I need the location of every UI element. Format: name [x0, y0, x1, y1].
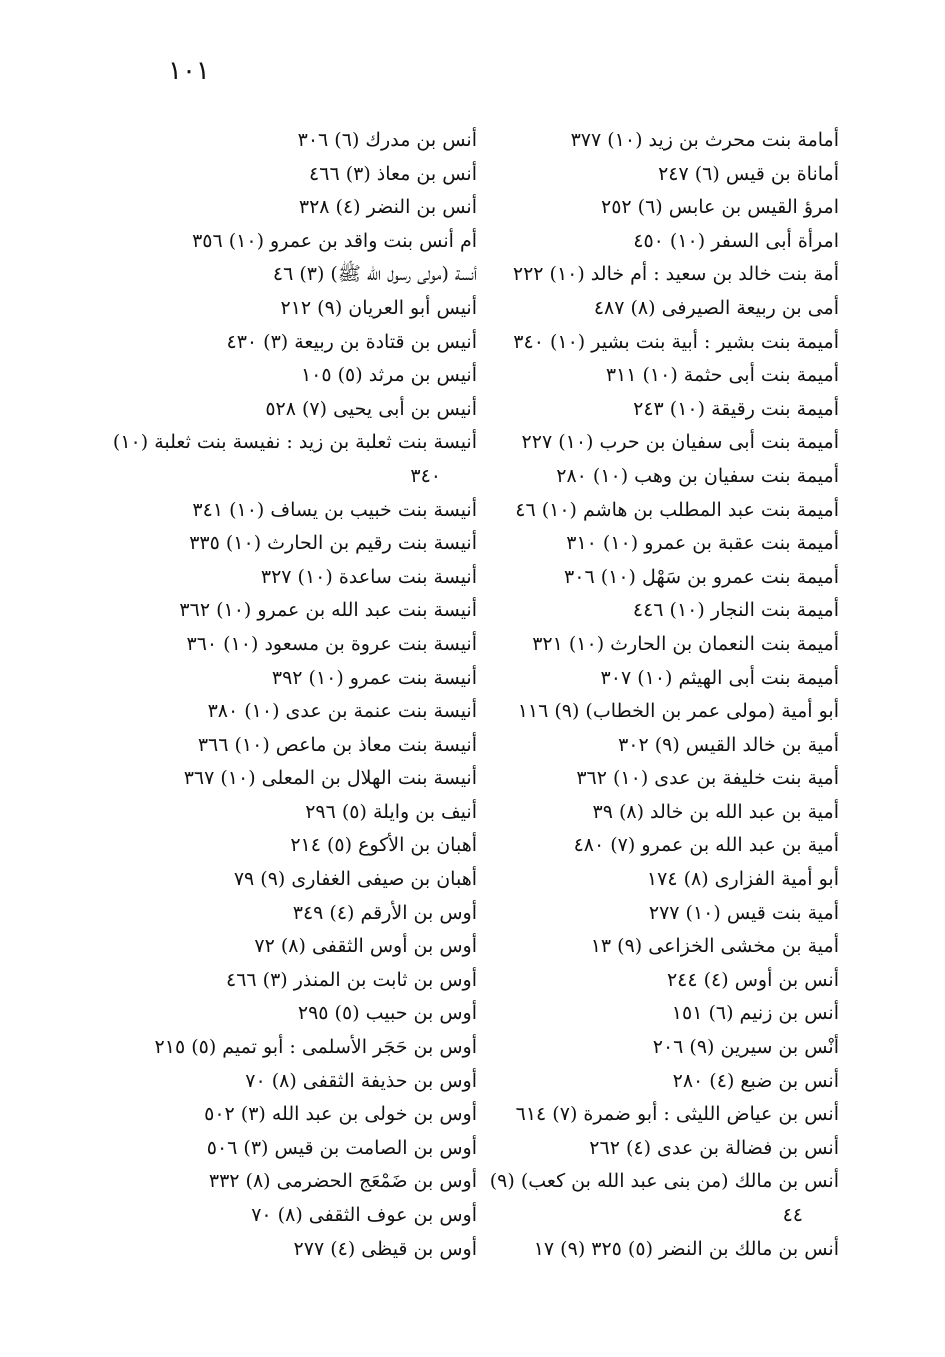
index-entry: أنس بن النضر (٤) ٣٢٨ — [298, 196, 477, 219]
index-entry: أميمة بنت أبى سفيان بن حرب (١٠) ٢٢٧ — [521, 431, 839, 454]
index-entry: أوس بن حَجَر الأسلمى : أبو تميم (٥) ٢١٥ — [154, 1036, 477, 1059]
index-entry: أوس بن حذيفة الثقفى (٨) ٧٠ — [245, 1069, 477, 1092]
index-entry: أهبان بن الأكوع (٥) ٢١٤ — [290, 834, 477, 857]
index-entry: أميمة بنت عبد المطلب بن هاشم (١٠) ٤٦ — [515, 498, 839, 521]
index-entry: أم أنس بنت واقد بن عمرو (١٠) ٣٥٦ — [192, 229, 477, 252]
index-entry: أنسة (مولى رسول الله ﷺ) (٣) ٤٦ — [272, 263, 477, 286]
index-entry: أوس بن الأرقم (٤) ٣٤٩ — [292, 901, 477, 924]
index-entry: أنيس بن مرثد (٥) ١٠٥ — [300, 364, 477, 387]
index-entry: أنيسة بنت عنمة بن عدى (١٠) ٣٨٠ — [207, 700, 477, 723]
index-entry: أنس بن عياض الليثى : أبو ضمرة (٧) ٦١٤ — [515, 1103, 839, 1126]
index-entry-continuation: ٣٤٠ — [410, 464, 441, 487]
index-entry: أنيسة بنت ساعدة (١٠) ٣٢٧ — [260, 565, 477, 588]
index-entry: أوس بن ضَمْعَج الحضرمى (٨) ٣٣٢ — [208, 1170, 477, 1193]
page-number: ١٠١ — [168, 56, 210, 86]
index-entry: أنس بن مدرك (٦) ٣٠٦ — [297, 129, 477, 151]
index-entry: أميمة بنت بشير : أبية بنت بشير (١٠) ٣٤٠ — [513, 330, 839, 353]
index-entry: أنس بن ضبع (٤) ٢٨٠ — [672, 1069, 839, 1092]
index-entry: أمامة بنت محرث بن زيد (١٠) ٣٧٧ — [570, 129, 839, 151]
index-entry: أمية بن عبد الله بن خالد (٨) ٣٩ — [592, 800, 839, 823]
index-entry: أميمة بنت النعمان بن الحارث (١٠) ٣٢١ — [532, 632, 839, 655]
index-entry: أنيسة بنت عروة بن مسعود (١٠) ٣٦٠ — [186, 632, 477, 655]
index-entry: أمى بن ربيعة الصيرفى (٨) ٤٨٧ — [593, 296, 839, 319]
index-column-left — [112, 124, 477, 1266]
index-entry-continuation: ٤٤ — [782, 1204, 803, 1226]
index-entry: أميمة بنت أبى حثمة (١٠) ٣١١ — [605, 364, 839, 387]
index-entry: أنيف بن وايلة (٥) ٢٩٦ — [305, 800, 477, 823]
index-entry: أنيس بن قتادة بن ربيعة (٣) ٤٣٠ — [226, 330, 477, 353]
index-column-right — [414, 124, 839, 1266]
index-entry: أنيسة بنت الهلال بن المعلى (١٠) ٣٦٧ — [183, 767, 477, 790]
index-entry: أنيسة بنت معاذ بن ماعص (١٠) ٣٦٦ — [197, 733, 477, 756]
index-entry: أميمة بنت النجار (١٠) ٤٤٦ — [632, 599, 839, 622]
index-entry: امرؤ القيس بن عابس (٦) ٢٥٢ — [600, 196, 839, 219]
index-entry: أميمة بنت عمرو بن سَهْل (١٠) ٣٠٦ — [564, 565, 839, 588]
index-entry: أوس بن خولى بن عبد الله (٣) ٥٠٢ — [204, 1103, 477, 1126]
index-entry: أنيسة بنت ثعلبة بن زيد : نفيسة بنت ثعلبة (١٠) — [112, 431, 477, 454]
index-entry: أمية بن مخشى الخزاعى (٩) ١٣ — [590, 935, 839, 958]
index-entry: أنس بن معاذ (٣) ٤٦٦ — [309, 162, 477, 185]
index-entry: أنيسة بنت خبيب بن يساف (١٠) ٣٤١ — [192, 498, 477, 521]
index-entry: أميمة بنت رقيقة (١٠) ٢٤٣ — [633, 397, 839, 420]
index-entry: أنيسة بنت رقيم بن الحارث (١٠) ٣٣٥ — [189, 532, 477, 555]
index-entry: أوس بن حبيب (٥) ٢٩٥ — [297, 1002, 477, 1025]
index-entry: امرأة أبى السفر (١٠) ٤٥٠ — [633, 229, 839, 252]
index-entry: أنيس بن أبى يحيى (٧) ٥٢٨ — [265, 397, 477, 420]
index-entry: أنيسة بنت عمرو (١٠) ٣٩٢ — [271, 666, 477, 689]
index-entry: أمة بنت خالد بن سعيد : أم خالد (١٠) ٢٢٢ — [512, 263, 839, 286]
index-entry: أمية بنت قيس (١٠) ٢٧٧ — [648, 901, 839, 924]
index-entry: أهبان بن صيفى الغفارى (٩) ٧٩ — [233, 868, 477, 891]
index-entry: أميمة بنت عقبة بن عمرو (١٠) ٣١٠ — [566, 532, 839, 555]
index-entry: أميمة بنت سفيان بن وهب (١٠) ٢٨٠ — [556, 464, 839, 487]
index-entry: أنْس بن سيرين (٩) ٢٠٦ — [652, 1036, 839, 1059]
index-entry: أبو أمية (مولى عمر بن الخطاب) (٩) ١١٦ — [517, 700, 839, 723]
index-entry: أنيسة بنت عبد الله بن عمرو (١٠) ٣٦٢ — [179, 599, 477, 622]
index-entry: أوس بن عوف الثقفى (٨) ٧٠ — [251, 1204, 477, 1226]
index-entry: أماناة بن قيس (٦) ٢٤٧ — [658, 162, 839, 185]
index-entry: أنس بن فضالة بن عدى (٤) ٢٦٢ — [589, 1136, 839, 1159]
index-entry: أنس بن مالك (من بنى عبد الله بن كعب) (٩) — [489, 1170, 839, 1193]
index-entry: أوس بن الصامت بن قيس (٣) ٥٠٦ — [206, 1136, 477, 1159]
index-entry: أميمة بنت أبى الهيثم (١٠) ٣٠٧ — [600, 666, 839, 689]
index-entry: أبو أمية الفزارى (٨) ١٧٤ — [646, 868, 839, 891]
index-entry: أنس بن زنيم (٦) ١٥١ — [671, 1002, 839, 1025]
index-entry: أمية بنت خليفة بن عدى (١٠) ٣٦٢ — [576, 767, 839, 790]
index-entry: أمية بن عبد الله بن عمرو (٧) ٤٨٠ — [573, 834, 839, 857]
index-entry: أوس بن قيظى (٤) ٢٧٧ — [293, 1237, 477, 1260]
index-entry: أمية بن خالد القيس (٩) ٣٠٢ — [618, 733, 839, 756]
index-entry: أوس بن ثابت بن المنذر (٣) ٤٦٦ — [225, 968, 477, 991]
index-entry: أنس بن أوس (٤) ٢٤٤ — [666, 968, 839, 991]
index-entry: أنس بن مالك بن النضر (٥) ٣٢٥ (٩) ١٧ — [533, 1237, 839, 1260]
index-entry: أوس بن أوس الثقفى (٨) ٧٢ — [254, 935, 477, 958]
index-entry: أنيس أبو العريان (٩) ٢١٢ — [280, 296, 477, 319]
